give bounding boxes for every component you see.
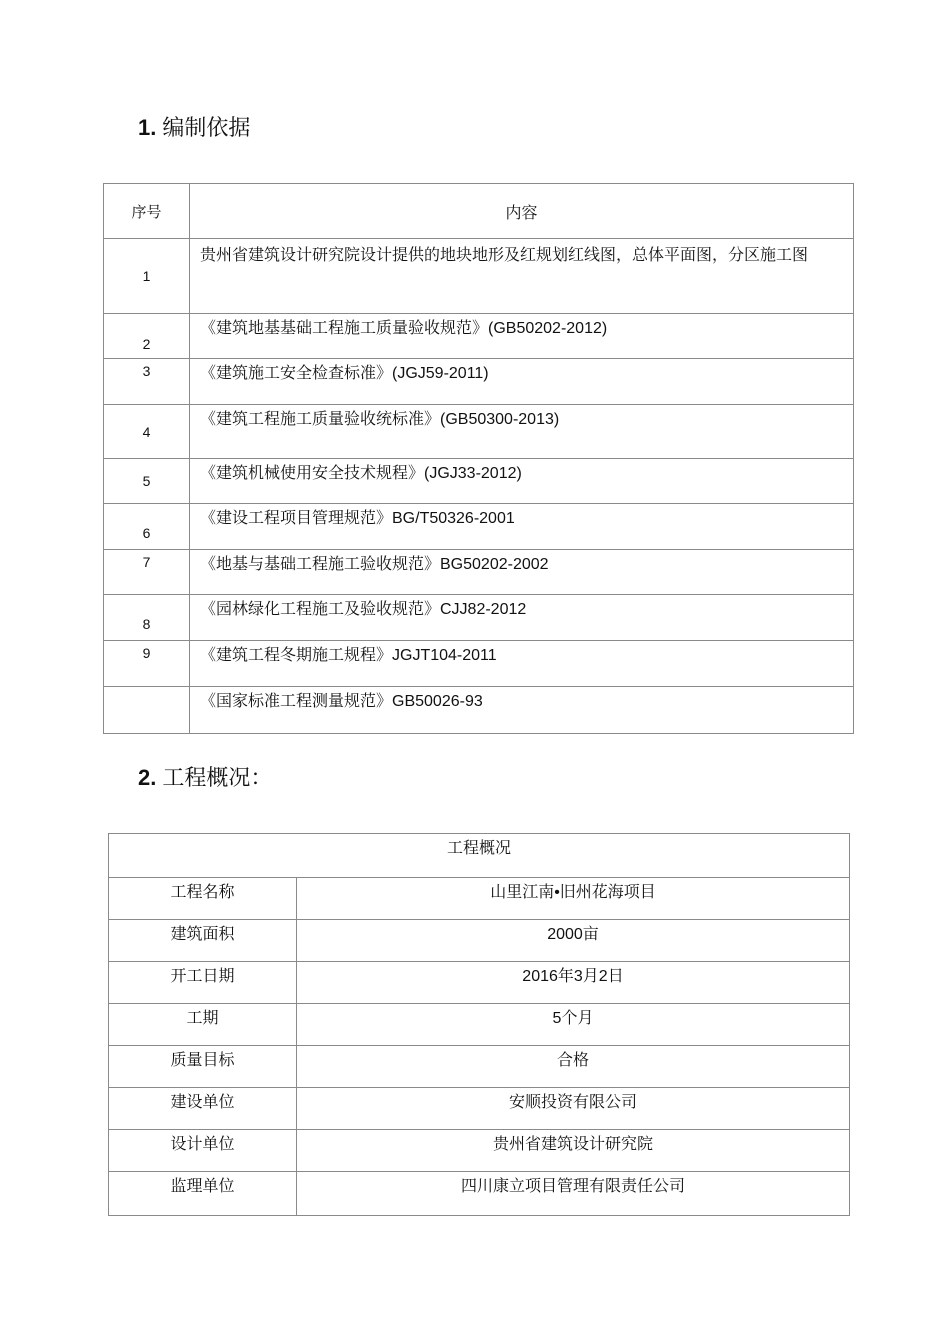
table-row bbox=[109, 1172, 850, 1216]
row-number: 1 bbox=[104, 239, 190, 314]
row-value: 2000亩 bbox=[297, 920, 850, 962]
table-row bbox=[104, 314, 854, 359]
row-value: 四川康立项目管理有限责任公司 bbox=[297, 1172, 850, 1216]
table-row bbox=[104, 641, 854, 687]
table-row bbox=[109, 962, 850, 1004]
table-row bbox=[104, 687, 854, 734]
table-row bbox=[104, 405, 854, 459]
header-no: 序号 bbox=[104, 184, 190, 239]
row-value: 合格 bbox=[297, 1046, 850, 1088]
row-value: 安顺投资有限公司 bbox=[297, 1088, 850, 1130]
row-number: 8 bbox=[104, 595, 190, 641]
row-number: 2 bbox=[104, 314, 190, 359]
row-content: 《园林绿化工程施工及验收规范》CJJ82-2012 bbox=[190, 595, 854, 641]
row-key: 工期 bbox=[109, 1004, 297, 1046]
section-2-number: 2. bbox=[138, 765, 157, 790]
row-key: 设计单位 bbox=[109, 1130, 297, 1172]
section-2-title: 工程概况： bbox=[162, 765, 273, 790]
row-content: 《建筑工程施工质量验收统标准》(GB50300-2013) bbox=[190, 405, 854, 459]
row-key: 工程名称 bbox=[109, 878, 297, 920]
table-row bbox=[104, 359, 854, 405]
row-number bbox=[104, 687, 190, 734]
section-2-heading bbox=[138, 764, 272, 792]
table-row bbox=[104, 504, 854, 550]
compilation-basis-table bbox=[103, 183, 854, 734]
row-key: 监理单位 bbox=[109, 1172, 297, 1216]
table-row bbox=[104, 239, 854, 314]
row-value: 山里江南•旧州花海项目 bbox=[297, 878, 850, 920]
row-key: 建筑面积 bbox=[109, 920, 297, 962]
row-number: 3 bbox=[104, 359, 190, 405]
table-header-row bbox=[104, 184, 854, 239]
row-number: 4 bbox=[104, 405, 190, 459]
row-content: 《建筑工程冬期施工规程》JGJT104-2011 bbox=[190, 641, 854, 687]
table-row bbox=[109, 1004, 850, 1046]
row-content: 《建筑机械使用安全技术规程》(JGJ33-2012) bbox=[190, 459, 854, 504]
table-row bbox=[109, 878, 850, 920]
row-key: 质量目标 bbox=[109, 1046, 297, 1088]
table-caption-row bbox=[109, 834, 850, 878]
row-content: 《国家标准工程测量规范》GB50026-93 bbox=[190, 687, 854, 734]
row-value: 5个月 bbox=[297, 1004, 850, 1046]
overview-caption: 工程概况 bbox=[109, 834, 850, 878]
table-row bbox=[104, 459, 854, 504]
row-number: 6 bbox=[104, 504, 190, 550]
row-number: 7 bbox=[104, 550, 190, 595]
table-row bbox=[109, 1130, 850, 1172]
project-overview-table bbox=[108, 833, 850, 1216]
row-number: 5 bbox=[104, 459, 190, 504]
table-row bbox=[104, 595, 854, 641]
row-content: 贵州省建筑设计研究院设计提供的地块地形及红规划红线图，总体平面图，分区施工图 bbox=[190, 239, 854, 314]
row-value: 贵州省建筑设计研究院 bbox=[297, 1130, 850, 1172]
row-content: 《建筑施工安全检查标准》(JGJ59-2011) bbox=[190, 359, 854, 405]
table-row bbox=[109, 1046, 850, 1088]
section-1-heading bbox=[138, 114, 250, 142]
table-row bbox=[109, 1088, 850, 1130]
section-1-number: 1. bbox=[138, 115, 157, 140]
row-value: 2016年3月2日 bbox=[297, 962, 850, 1004]
row-key: 建设单位 bbox=[109, 1088, 297, 1130]
row-number: 9 bbox=[104, 641, 190, 687]
row-content: 《地基与基础工程施工验收规范》BG50202-2002 bbox=[190, 550, 854, 595]
table-row bbox=[104, 550, 854, 595]
table-row bbox=[109, 920, 850, 962]
row-content: 《建筑地基基础工程施工质量验收规范》(GB50202-2012) bbox=[190, 314, 854, 359]
row-key: 开工日期 bbox=[109, 962, 297, 1004]
header-content: 内容 bbox=[190, 184, 854, 239]
section-1-title: 编制依据 bbox=[162, 115, 251, 140]
row-content: 《建设工程项目管理规范》BG/T50326-2001 bbox=[190, 504, 854, 550]
